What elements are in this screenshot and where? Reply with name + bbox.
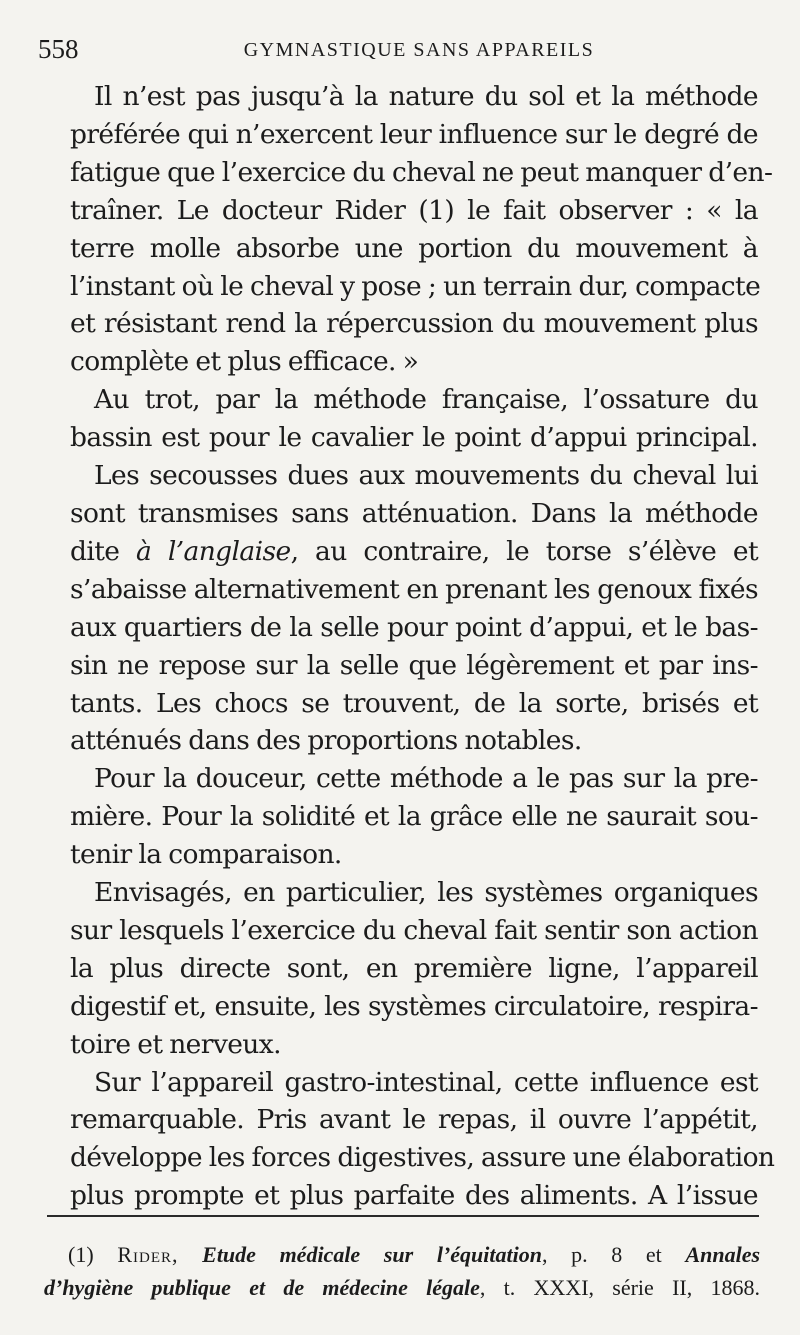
text-line: traîner. Le docteur Rider (1) le fait observer : « la: [70, 194, 758, 226]
text-line: digestif et, ensuite, les systèmes circulatoire, respira-: [70, 990, 758, 1022]
footnote-divider: [47, 1215, 759, 1217]
footnote-author: Rider,: [117, 1242, 179, 1267]
text-segment: dite: [70, 535, 136, 567]
text-line: s’abaisse alternativement en prenant les genoux fixés: [70, 573, 758, 605]
paragraph-4: [46, 760, 758, 874]
footnote-citation: , t. XXXI, série II, 1868.: [479, 1275, 760, 1300]
text-line: mière. Pour la solidité et la grâce elle ne saurait sou-: [70, 801, 758, 833]
footnote-line: [44, 1238, 760, 1271]
paragraph-2: [46, 381, 758, 457]
text-line: tenir la comparaison.: [70, 839, 342, 871]
body-text: [46, 78, 775, 1215]
text-line: aux quartiers de la selle pour point d’appui, et le bas-: [70, 611, 758, 643]
footnote-marker: (1): [68, 1242, 94, 1267]
text-line: bassin est pour le cavalier le point d’appui principal.: [70, 422, 758, 454]
text-line: développe les forces digestives, assure une élaboration: [70, 1142, 775, 1174]
text-line: la plus directe sont, en première ligne, l’appareil: [70, 952, 758, 984]
text-line: toire et nerveux.: [70, 1028, 281, 1060]
footnote-line: [44, 1271, 760, 1304]
text-line: préférée qui n’exercent leur influence sur le degré de: [70, 118, 758, 150]
text-line: Il n’est pas jusqu’à la nature du sol et la méthode: [94, 81, 758, 112]
text-line: Les secousses dues aux mouvements du cheval lui: [94, 460, 758, 492]
text-line: complète et plus efficace. »: [70, 346, 419, 378]
text-line: tants. Les chocs se trouvent, de la sorte, brisés et: [70, 687, 758, 719]
text-line: sont transmises sans atténuation. Dans la méthode: [70, 497, 758, 529]
text-line: terre molle absorbe une portion du mouvement à: [70, 232, 758, 264]
page-number: 558: [38, 34, 79, 64]
text-line-italic: [46, 533, 758, 571]
paragraph-1: [46, 78, 773, 381]
text-line: atténués dans des proportions notables.: [70, 725, 582, 757]
footnote-work-title: Etude médicale sur l’équitation: [202, 1242, 542, 1267]
text-segment: , au contraire, le torse s’élève et: [290, 535, 758, 567]
text-line: sur lesquels l’exercice du cheval fait sentir son action: [70, 914, 758, 946]
italic-term: à l’anglaise: [136, 535, 291, 567]
text-line: l’instant où le cheval y pose ; un terrain dur, compacte: [70, 270, 761, 302]
text-line: Envisagés, en particulier, les systèmes organiques: [94, 877, 758, 909]
footnote-journal-title: Annales: [685, 1242, 761, 1267]
paragraph-5: [46, 874, 758, 1064]
text-line: Pour la douceur, cette méthode a le pas sur la pre-: [94, 763, 758, 795]
footnote-journal-title-cont: d’hygiène publique et de médecine légale: [44, 1275, 480, 1300]
paragraph-6: [46, 1064, 775, 1216]
footnote: [44, 1238, 760, 1304]
text-line: Au trot, par la méthode française, l’ossature du: [94, 384, 758, 416]
text-line: Sur l’appareil gastro-intestinal, cette influence est: [94, 1066, 758, 1098]
text-line: et résistant rend la répercussion du mouvement plus: [70, 308, 758, 340]
footnote-text: , p. 8 et: [541, 1242, 662, 1267]
text-line: sin ne repose sur la selle que légèrement et par ins-: [70, 649, 758, 681]
paragraph-3: [46, 457, 758, 760]
running-title: GYMNASTIQUE SANS APPAREILS: [243, 39, 595, 61]
text-line: plus prompte et plus parfaite des aliments. A l’issue: [70, 1180, 758, 1212]
text-line: fatigue que l’exercice du cheval ne peut manquer d’en-: [70, 156, 773, 188]
text-line: remarquable. Pris avant le repas, il ouvre l’appétit,: [70, 1104, 758, 1136]
page-header: [38, 34, 760, 64]
